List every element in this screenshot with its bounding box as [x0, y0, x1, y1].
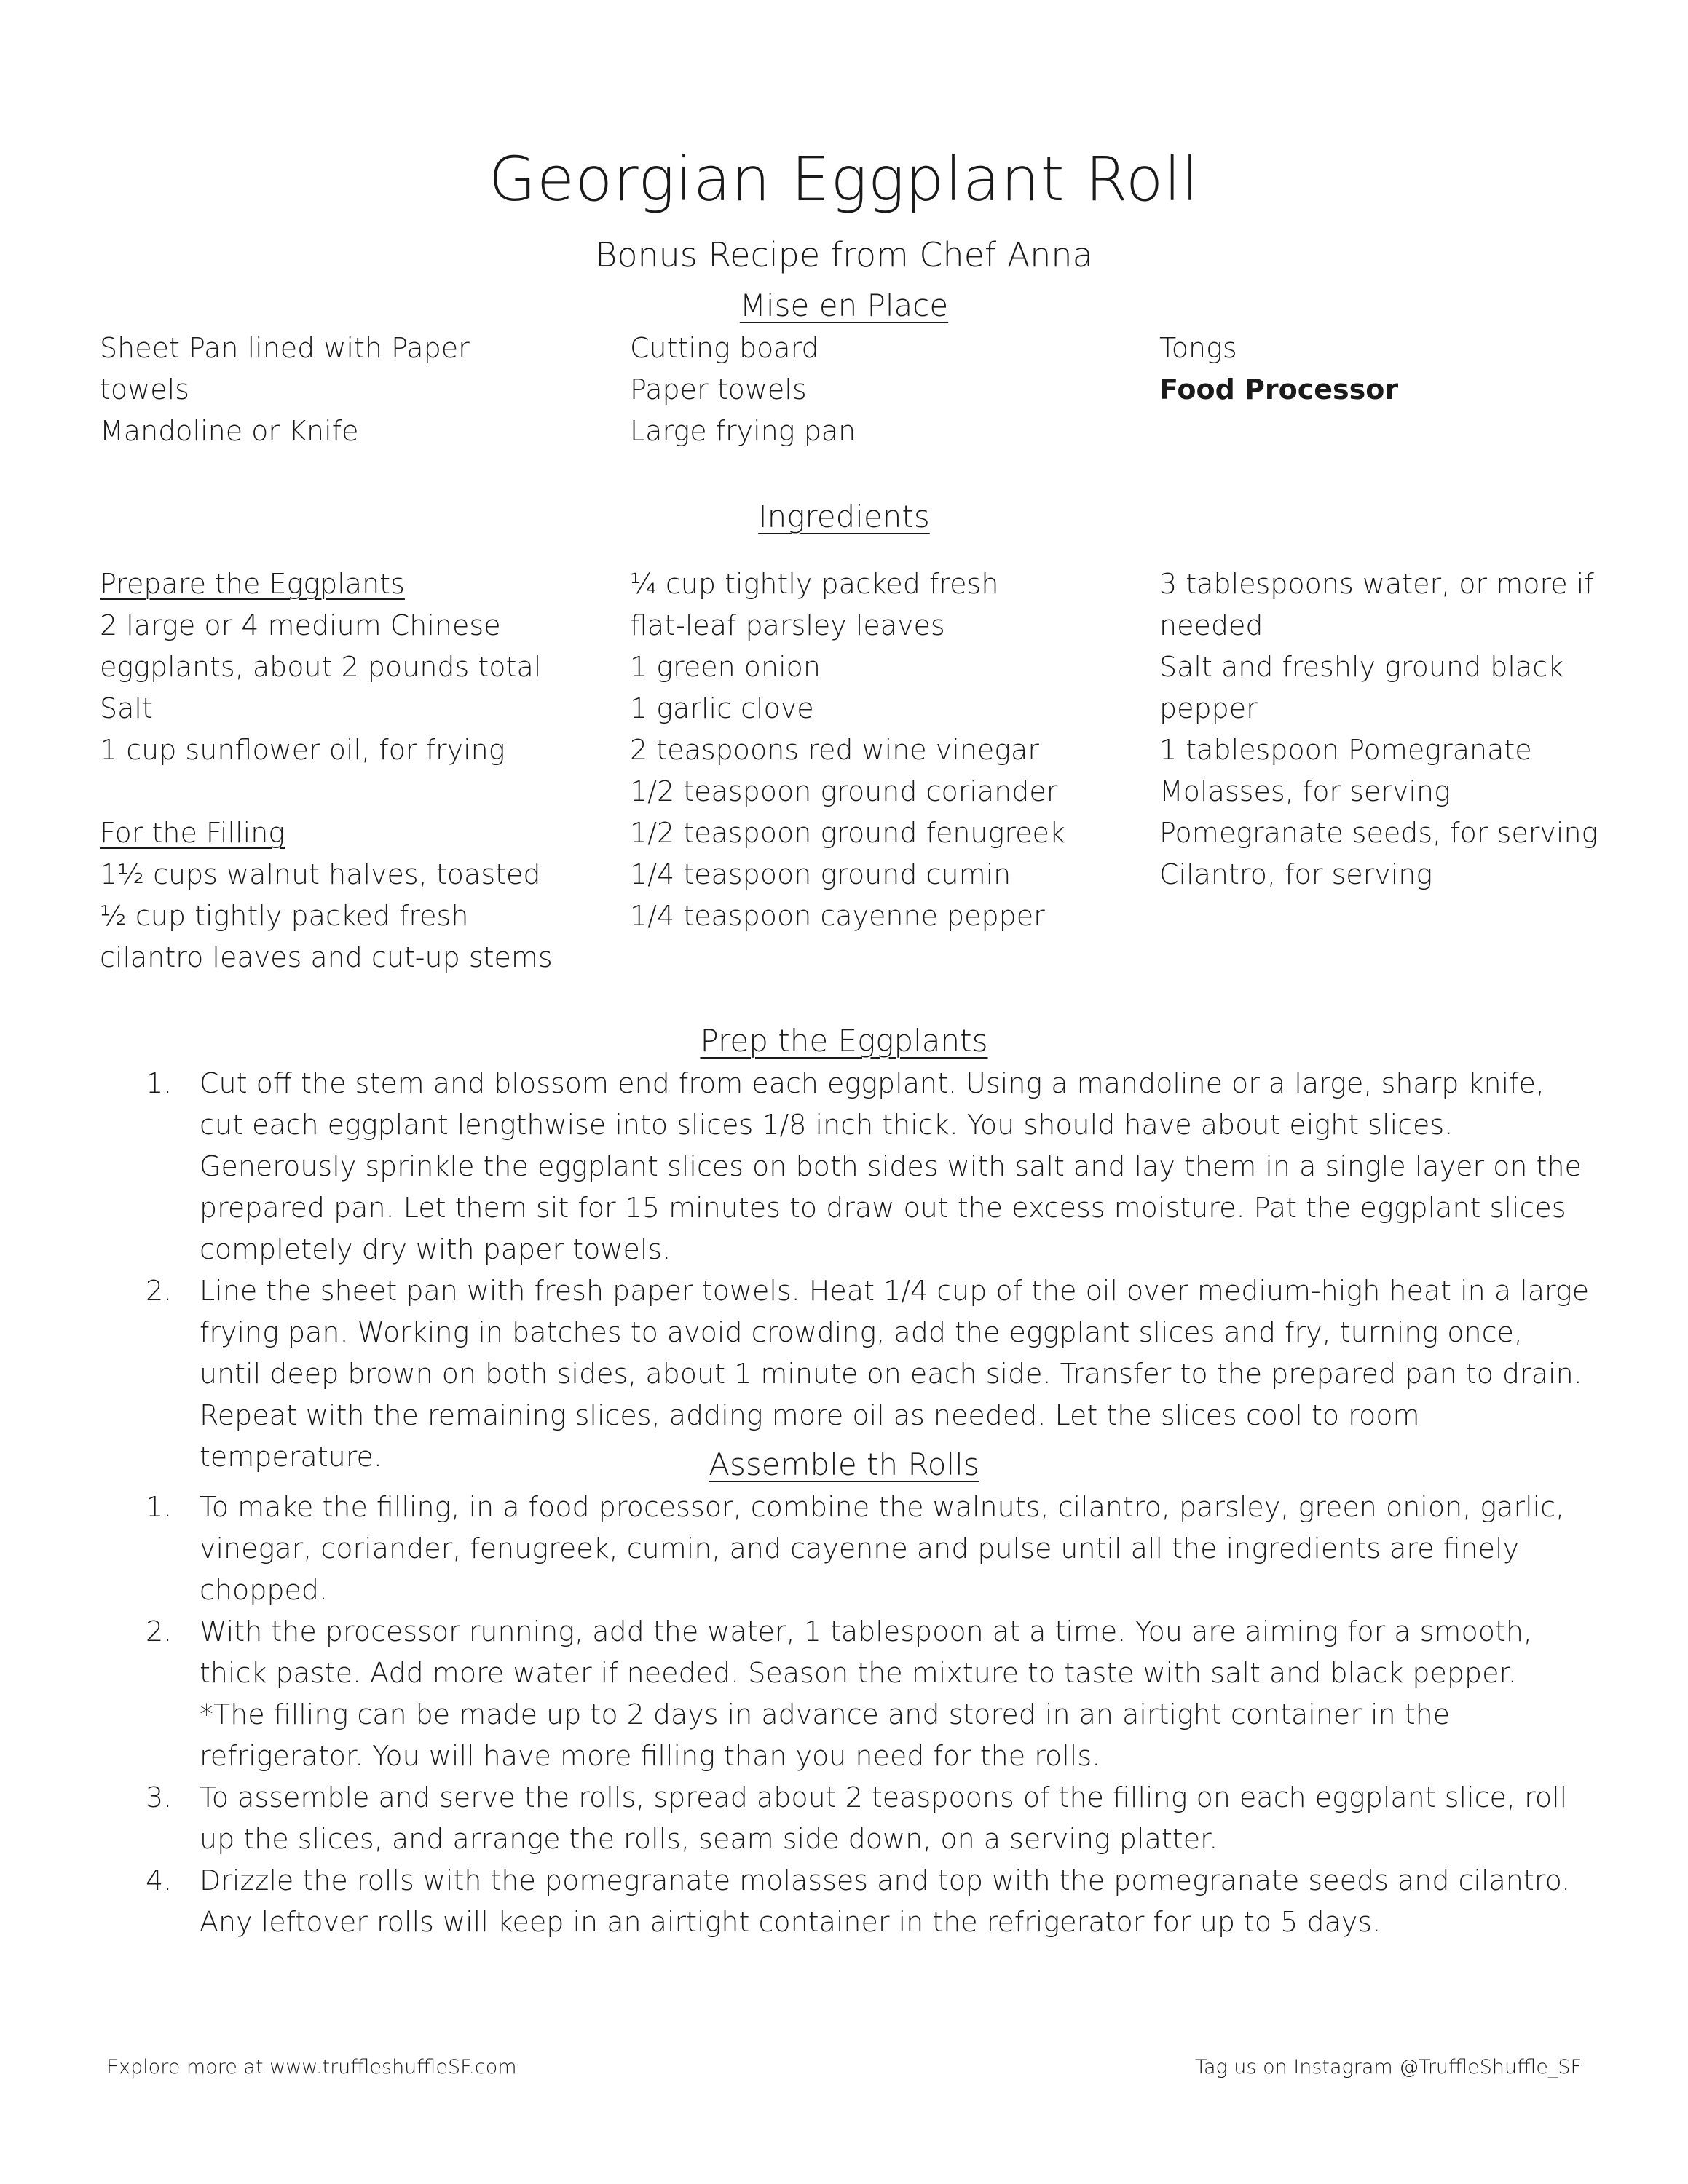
step-text: With the processor running, add the water, 1 tablespoon at a time. You are aiming for a smooth, thick paste. Add more water if needed. Season the mixture to taste with salt and black pepper.: [200, 1615, 1533, 1689]
ingredient-item: 1/2 teaspoon ground fenugreek: [630, 817, 1065, 849]
step-number: 1.: [146, 1067, 173, 1099]
ingredient-item: 1/2 teaspoon ground coriander: [630, 775, 1058, 807]
step-number: 3.: [146, 1781, 173, 1813]
equipment-item: towels: [100, 373, 189, 405]
mise-en-place-col-2: [630, 328, 1096, 452]
step-number: 2.: [146, 1615, 173, 1647]
equipment-item: Paper towels: [630, 373, 807, 405]
spacer: [100, 771, 566, 812]
step-number: 1.: [146, 1491, 173, 1523]
ingredient-item: 1 cup sunflower oil, for frying: [100, 734, 505, 766]
mise-en-place-heading: Mise en Place: [739, 288, 949, 323]
ingredient-item: 1 garlic clove: [630, 692, 814, 724]
ingredient-item: flat-leaf parsley leaves: [630, 609, 945, 641]
ingredient-item: cilantro leaves and cut-up stems: [100, 941, 553, 973]
prep-eggplants-heading: Prep the Eggplants: [700, 1023, 988, 1059]
footer-instagram-tag[interactable]: Tag us on Instagram @TruffleShuffle_SF: [1194, 2056, 1582, 2078]
list-item: [0, 1860, 1590, 1943]
ingredients-heading: Ingredients: [758, 499, 930, 534]
ingredients-col-3: [1159, 563, 1625, 895]
ingredient-item: Molasses, for serving: [1159, 775, 1451, 807]
ingredient-item: 1 tablespoon Pomegranate: [1159, 734, 1532, 766]
prepare-eggplants-subheading: Prepare the Eggplants: [100, 568, 405, 600]
ingredient-item: eggplants, about 2 pounds total: [100, 651, 542, 683]
ingredient-item: 1 green onion: [630, 651, 821, 683]
ingredient-item: 2 large or 4 medium Chinese: [100, 609, 501, 641]
footer-website-link[interactable]: Explore more at www.truffleshuffleSF.com: [106, 2056, 517, 2078]
list-item: [0, 1063, 1590, 1270]
step-text: Drizzle the rolls with the pomegranate molasses and top with the pomegranate seeds and cilantro. Any leftover rolls will keep in an airtight container in the refrigerator for up to 5 days.: [200, 1864, 1571, 1938]
step-number: 2.: [146, 1275, 173, 1307]
ingredient-item: 3 tablespoons water, or more if: [1159, 568, 1594, 600]
ingredient-item: 1/4 teaspoon ground cumin: [630, 858, 1011, 890]
recipe-title: Georgian Eggplant Roll: [489, 143, 1199, 215]
ingredient-item: Cilantro, for serving: [1159, 858, 1433, 890]
ingredient-item: ¼ cup tightly packed fresh: [630, 568, 999, 600]
step-text: To make the filling, in a food processor, combine the walnuts, cilantro, parsley, green onion, garlic, vinegar, coriander, fenugreek, cumin, and cayenne and pulse until all the ingredients are finely chopped.: [200, 1491, 1565, 1606]
list-item: [0, 1777, 1590, 1860]
equipment-item: Large frying pan: [630, 415, 856, 447]
step-text: Cut off the stem and blossom end from each eggplant. Using a mandoline or a large, sharp knife, cut each eggplant lengthwise into slices 1/8 inch thick. You should have about eight slices. Generously sprinkle the eggplant slices on both sides with salt and lay them in a single layer on the prepared pan. Let them sit for 15 minutes to draw out the excess moisture. Pat the eggplant slices completely dry with paper towels.: [200, 1067, 1582, 1265]
step-note: *The filling can be made up to 2 days in advance and stored in an airtight container in the refrigerator. You will have more filling than you need for the rolls.: [200, 1698, 1451, 1772]
step-text: Line the sheet pan with fresh paper towels. Heat 1/4 cup of the oil over medium-high heat in a large frying pan. Working in batches to avoid crowding, add the eggplant slices and fry, turning once, until deep brown on both sides, about 1 minute on each side. Transfer to the prepared pan to drain. Repeat with the remaining slices, adding more oil as needed. Let the slices cool to room temperature.: [200, 1275, 1590, 1473]
assemble-steps-list: [0, 1487, 1590, 1943]
equipment-item-bold: Food Processor: [1159, 373, 1399, 405]
mise-en-place-col-3: [1159, 328, 1625, 411]
assemble-rolls-heading: Assemble th Rolls: [709, 1447, 979, 1482]
step-text: To assemble and serve the rolls, spread about 2 teaspoons of the filling on each eggplant slice, roll up the slices, and arrange the rolls, seam side down, on a serving platter.: [200, 1781, 1568, 1855]
ingredient-item: Salt: [100, 692, 153, 724]
ingredient-item: ½ cup tightly packed fresh: [100, 900, 469, 932]
ingredients-col-2: [630, 563, 1096, 937]
list-item: [0, 1487, 1590, 1611]
prep-steps-list: [0, 1063, 1590, 1478]
ingredient-item: 2 teaspoons red wine vinegar: [630, 734, 1039, 766]
ingredient-item: needed: [1159, 609, 1263, 641]
ingredient-item: Pomegranate seeds, for serving: [1159, 817, 1598, 849]
mise-en-place-col-1: [100, 328, 566, 452]
filling-subheading: For the Filling: [100, 817, 285, 849]
equipment-item: Sheet Pan lined with Paper: [100, 332, 470, 364]
ingredient-item: Salt and freshly ground black: [1159, 651, 1564, 683]
step-number: 4.: [146, 1864, 173, 1896]
recipe-subtitle: Bonus Recipe from Chef Anna: [595, 235, 1093, 274]
ingredient-item: pepper: [1159, 692, 1258, 724]
equipment-item: Tongs: [1159, 332, 1237, 364]
equipment-item: Mandoline or Knife: [100, 415, 359, 447]
ingredient-item: 1/4 teaspoon cayenne pepper: [630, 900, 1045, 932]
ingredient-item: 1½ cups walnut halves, toasted: [100, 858, 541, 890]
list-item: [0, 1611, 1590, 1777]
ingredients-col-1: [100, 563, 566, 978]
equipment-item: Cutting board: [630, 332, 819, 364]
